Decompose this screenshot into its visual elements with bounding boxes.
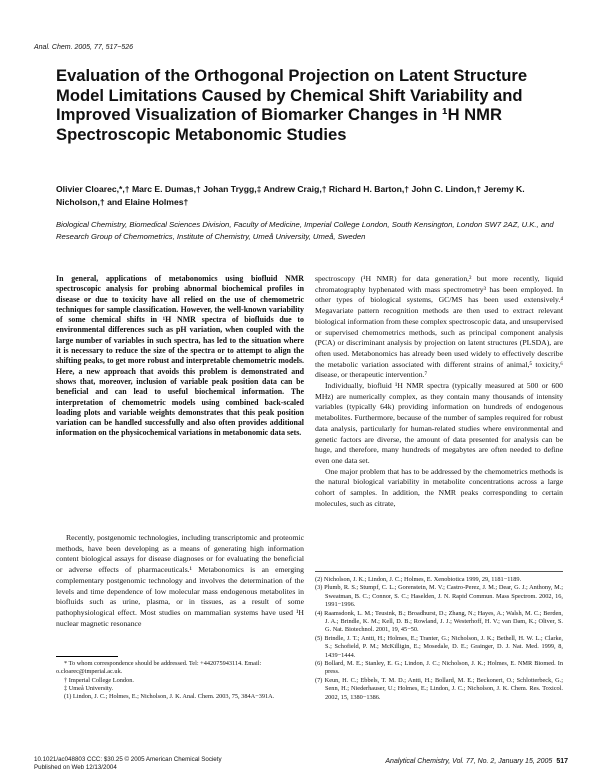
- abstract-text: In general, applications of metabonomics using biofluid NMR spectroscopic analysis for probing abnormal biochemical profiles in disease or due to toxicity have all relied on the use of chemometric techniques for sample classification. However, the well-known variability of some chemical shifts in ¹H NMR spectra of biofluids due to environmental differences such as pH variation, when coupled with the large number of variables in such spectra, has led to the situation where it is necessary to reduce the size of the spectra or to attempt to align the shifting peaks, to get more robust and interpretable chemometric models. Here, a new approach that avoids this problem is demonstrated and shows that, moreover, inclusion of variable peak position data can be beneficial and can lead to useful biochemical information. The interpretation of chemometric models using combined back-scaled loading plots and variable weights demonstrates that this peak position variation can be handled successfully and also often provides additional information on the physicochemical variations in metabonomic data sets.: [56, 274, 304, 438]
- body-left-column: [56, 533, 304, 629]
- article-title: Evaluation of the Orthogonal Projection on Latent Structure Model Limitations Caused by Chemical Shift Variability and Improved Visualization of Biomarker Changes in ¹H NMR Spectroscopic Metabonomic Studies: [56, 66, 528, 144]
- page-footer-right: [360, 758, 568, 765]
- footnote-affiliation-1: † Imperial College London.: [64, 676, 134, 684]
- doi-line: 10.1021/ac048803 CCC: $30.25 © 2005 American Chemical Society: [34, 756, 222, 763]
- page-number: 517: [556, 758, 568, 765]
- footnote-divider: [56, 656, 118, 657]
- reference-item: (2) Nicholson, J. K.; Lindon, J. C.; Holmes, E. Xenobiotica 1999, 29, 1181−1189.: [315, 576, 522, 583]
- abstract: [56, 274, 304, 439]
- body-paragraph: Individually, biofluid ¹H NMR spectra (typically measured at 500 or 600 MHz) are numerically complex, as they contain many thousands of intensity variables (typically 64k) providing information on hundreds of endogenous metabolites. Furthermore, because of the number of samples required for robust data analysis, particularly for human-related studies where environmental and genetic factors are diverse, the amount of data presented for analysis can be huge, and therefore, many hundreds of megabytes are often needed to define even one data set.: [315, 381, 563, 465]
- reference-item: (5) Brindle, J. T.; Antti, H.; Holmes, E.; Tranter, G.; Nicholson, J. K.; Bethell, H. W. L.; Clarke, S.; Schofield, P. M.; McKilligin, E.; Mosedale, D. E.; Grainger, D. J. Nat. Med. 1999, 8, 1439−1444.: [315, 634, 563, 659]
- body-paragraph: spectroscopy (¹H NMR) for data generation,² but more recently, liquid chromatography hyphenated with mass spectrometry³ has been employed. In other types of biological systems, GC/MS has been used extensively.⁴ Megavariate pattern recognition methods are then used to extract relevant biological information from these complex spectroscopic data, and unsupervised or supervised chemometrics methods, such as principal component analysis (PCA) or discriminant analysis by projection on latent structures (PLSDA), are often used. Metabonomics has already been used widely to effectively describe the metabolic variation associated with different strains of animal,⁵ toxicity,⁶ disease, or therapeutic intervention.⁷: [315, 274, 563, 380]
- footnotes: [56, 660, 304, 701]
- body-paragraph: One major problem that has to be addressed by the chemometrics methods is the natural biological variability in metabolite concentrations across a large cohort of samples. In addition, the NMR peaks corresponding to certain molecules, such as citrate,: [315, 466, 563, 508]
- reference-item: (4) Raamsdonk, L. M.; Teusink, B.; Broadhurst, D.; Zhang, N.; Hayes, A.; Walsh, M. C.; Berden, J. A.; Brindle, K. M.; Kell, D. B.; Rowland, J. J.; Westerhoff, H. V.; van Dam, K.; Oliver, S. G. Nat. Biotechnol. 2001, 19, 45−50.: [315, 609, 563, 634]
- reference-item: (7) Keun, H. C.; Ebbels, T. M. D.; Antti, H.; Bollard, M. E.; Beckonert, O.; Schlotterbeck, G.; Senn, H.; Niederhauser, U.; Holmes, E.; Lindon, J. C.; Nicholson, J. K. Chem. Res. Toxicol. 2002, 15, 1380−1386.: [315, 676, 563, 701]
- reference-1: (1) Lindon, J. C.; Holmes, E.; Nicholson, J. K. Anal. Chem. 2003, 75, 384A−391A.: [64, 693, 275, 701]
- author-list: Olivier Cloarec,*,† Marc E. Dumas,† Johan Trygg,‡ Andrew Craig,† Richard H. Barton,† John C. Lindon,† Jeremy K. Nicholson,† and Elaine Holmes†: [56, 184, 525, 207]
- journal-citation: Anal. Chem. 2005, 77, 517−526: [34, 44, 134, 51]
- body-paragraph: Recently, postgenomic technologies, including transcriptomic and proteomic methods, have been developing as a means of generating high information content biological assays for disease diagnoses or for evaluating the beneficial or adverse effects of pharmaceuticals.¹ Metabonomics is an emerging complementary postgenomic technology and involves the determination of the levels and time dependence of low molecular mass endogenous metabolites in biofluids such as urine, plasma, or in tissues, as a result of some pathophysiological effect. Most studies on mammalian systems have used ¹H nuclear magnetic resonance: [56, 533, 304, 628]
- references: [315, 576, 563, 702]
- published-line: Published on Web 12/13/2004: [34, 764, 117, 771]
- footnote-affiliation-2: ‡ Umeå University.: [64, 684, 114, 692]
- affiliation: Biological Chemistry, Biomedical Sciences Division, Faculty of Medicine, Imperial College London, South Kensington, London SW7 2AZ, U.K., and Research Group of Chemometrics, Institute of Chemistry, Umeå University, Umeå, Sweden: [56, 220, 554, 241]
- reference-item: (3) Plumb, R. S.; Stumpf, C. L.; Gorenstein, M. V.; Castro-Perez, J. M.; Dear, G. J.; Anthony, M.; Sweatman, B. C.; Connor, S. C.; Haselden, J. N. Rapid Commun. Mass Spectrom. 2002, 16, 1991−1996.: [315, 584, 563, 609]
- body-right-column: [315, 274, 563, 509]
- reference-item: (6) Bollard, M. E.; Stanley, E. G.; Lindon, J. C.; Nicholson, J. K.; Holmes, E. NMR Biomed. In press.: [315, 660, 563, 676]
- references-divider: [315, 571, 563, 572]
- footnote-correspondence: * To whom correspondence should be addressed. Tel: +442075943114. Email: o.cloarec@imperial.ac.uk.: [56, 660, 262, 676]
- journal-line: Analytical Chemistry, Vol. 77, No. 2, January 15, 2005: [385, 758, 553, 765]
- page-footer-left: [34, 756, 222, 772]
